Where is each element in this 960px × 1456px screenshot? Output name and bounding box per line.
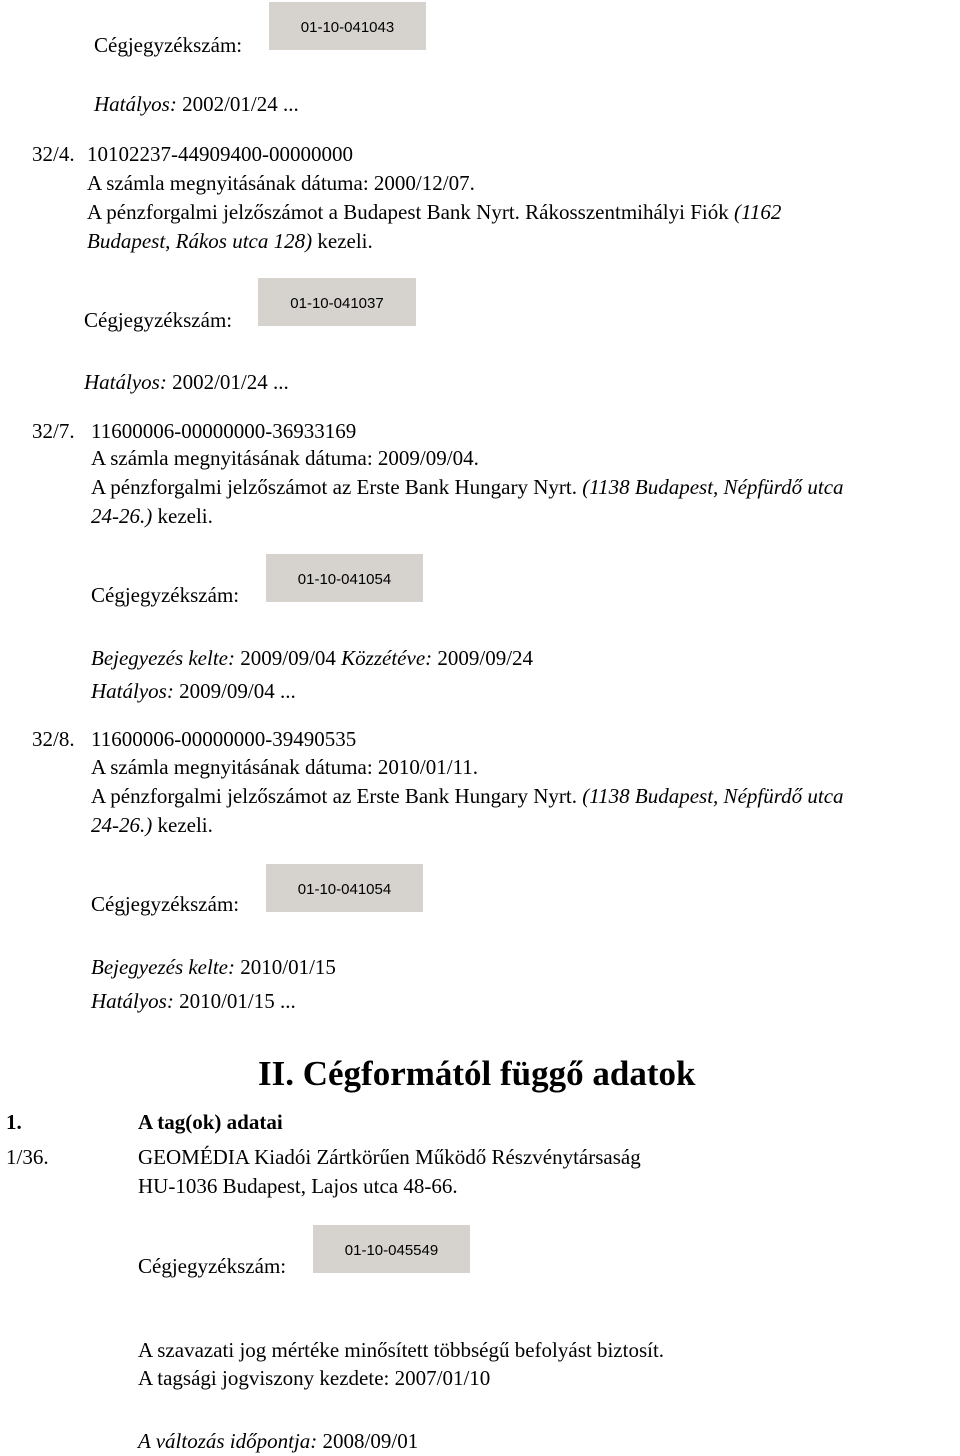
effective-date: 2002/01/24 ...	[172, 370, 289, 394]
bank-text: A pénzforgalmi jelzőszámot az Erste Bank Hungary Nyrt.	[91, 784, 583, 808]
entry-date-line	[91, 957, 336, 978]
published-label: Közzétéve:	[341, 646, 433, 670]
company-reg-label: Cégjegyzékszám:	[91, 583, 240, 607]
account-number: 11600006-00000000-36933169	[91, 419, 357, 443]
member-name: GEOMÉDIA Kiadói Zártkörűen Működő Részvénytársaság	[138, 1145, 641, 1169]
entry-date-label: Bejegyezés kelte:	[91, 955, 235, 979]
bank-text: kezeli.	[152, 813, 213, 837]
effective-label: Hatályos:	[91, 679, 174, 703]
account-number: 10102237-44909400-00000000	[87, 142, 353, 166]
bank-address: (1162	[734, 200, 782, 224]
entry-date-label: Bejegyezés kelte:	[91, 646, 235, 670]
company-reg-number: 01-10-045549	[313, 1225, 470, 1273]
entry-date-line	[91, 648, 533, 669]
company-reg-label: Cégjegyzékszám:	[91, 892, 240, 916]
entry-number: 32/7.	[32, 419, 75, 443]
bank-address: 24-26.)	[91, 813, 153, 837]
effective-line	[94, 94, 299, 115]
account-number: 11600006-00000000-39490535	[91, 727, 357, 751]
change-label: A változás időpontja:	[138, 1429, 318, 1453]
effective-date: 2009/09/04 ...	[179, 679, 296, 703]
bank-text: A pénzforgalmi jelzőszámot a Budapest Bank Nyrt. Rákosszentmihályi Fiók	[87, 200, 734, 224]
bank-line	[91, 477, 844, 498]
bank-text: kezeli.	[312, 229, 373, 253]
member-address: HU-1036 Budapest, Lajos utca 48-66.	[138, 1174, 458, 1198]
entry-number: 32/8.	[32, 727, 75, 751]
bank-text: A pénzforgalmi jelzőszámot az Erste Bank Hungary Nyrt.	[91, 475, 583, 499]
effective-line	[91, 681, 296, 702]
bank-address: 24-26.)	[91, 504, 153, 528]
effective-line	[91, 991, 296, 1012]
entry-date: 2010/01/15	[240, 955, 336, 979]
section-heading: II. Cégformától függő adatok	[258, 1054, 696, 1093]
membership-start: A tagsági jogviszony kezdete: 2007/01/10	[138, 1366, 491, 1390]
change-line	[138, 1431, 418, 1452]
bank-line	[91, 506, 213, 527]
company-reg-label: Cégjegyzékszám:	[138, 1254, 287, 1278]
account-opened: A számla megnyitásának dátuma: 2009/09/04.	[91, 446, 479, 470]
bank-line	[87, 231, 373, 252]
company-reg-number: 01-10-041054	[266, 864, 423, 912]
entry-number: 1/36.	[6, 1145, 49, 1169]
effective-date: 2002/01/24 ...	[182, 92, 299, 116]
company-reg-number: 01-10-041043	[269, 2, 426, 50]
subsection-number: 1.	[6, 1110, 22, 1134]
bank-address: Budapest, Rákos utca 128)	[87, 229, 313, 253]
bank-line	[91, 815, 213, 836]
bank-address: (1138 Budapest, Népfürdő utca	[582, 475, 844, 499]
bank-address: (1138 Budapest, Népfürdő utca	[582, 784, 844, 808]
bank-line	[91, 786, 844, 807]
change-date: 2008/09/01	[322, 1429, 419, 1453]
effective-label: Hatályos:	[94, 92, 177, 116]
company-reg-number: 01-10-041037	[258, 278, 416, 326]
subsection-title: A tag(ok) adatai	[138, 1110, 283, 1134]
effective-label: Hatályos:	[91, 989, 174, 1013]
company-reg-number: 01-10-041054	[266, 554, 423, 602]
voting-right: A szavazati jog mértéke minősített többségű befolyást biztosít.	[138, 1338, 665, 1362]
effective-label: Hatályos:	[84, 370, 167, 394]
account-opened: A számla megnyitásának dátuma: 2010/01/11.	[91, 755, 479, 779]
effective-date: 2010/01/15 ...	[179, 989, 296, 1013]
company-reg-label: Cégjegyzékszám:	[94, 33, 243, 57]
account-opened: A számla megnyitásának dátuma: 2000/12/07.	[87, 171, 475, 195]
bank-text: kezeli.	[152, 504, 213, 528]
entry-number: 32/4.	[32, 142, 75, 166]
entry-date: 2009/09/04	[240, 646, 336, 670]
company-reg-label: Cégjegyzékszám:	[84, 308, 233, 332]
published-date: 2009/09/24	[437, 646, 534, 670]
effective-line	[84, 372, 289, 393]
bank-line	[87, 202, 781, 223]
